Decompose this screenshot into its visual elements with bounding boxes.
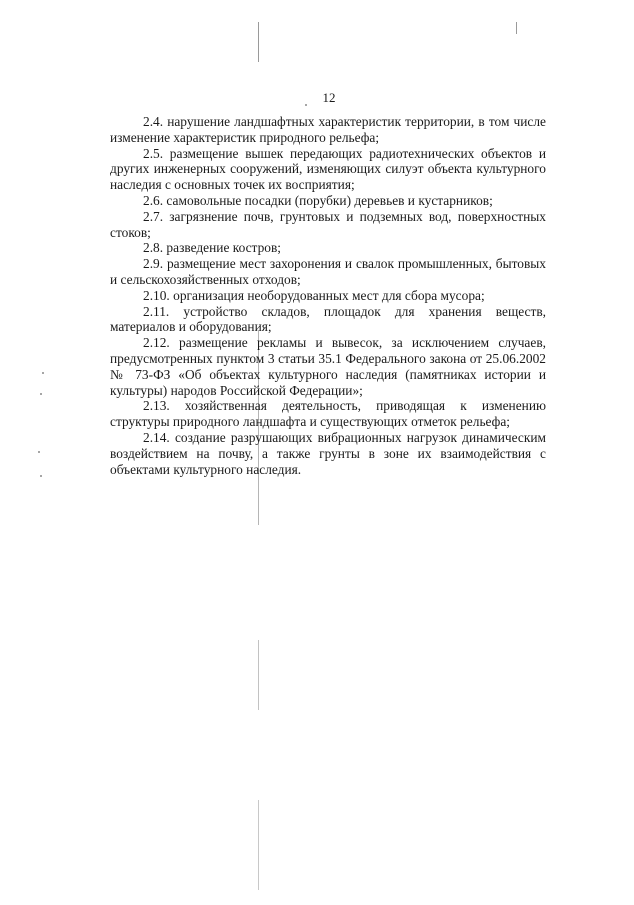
scan-artifact-line [516, 22, 517, 34]
scan-artifact-line [258, 22, 259, 62]
scan-artifact-line [258, 640, 259, 710]
scan-artifact-line [258, 800, 259, 890]
scan-artifact-dot [42, 372, 44, 374]
scan-artifact-dot [38, 451, 40, 453]
list-item: 2.4. нарушение ландшафтных характеристик территории, в том числе изменение характеристик природного рельефа; [110, 114, 546, 145]
list-item: 2.9. размещение мест захоронения и свалок промышленных, бытовых и сельскохозяйственных отходов; [110, 256, 546, 287]
list-item: 2.12. размещение рекламы и вывесок, за исключением случаев, предусмотренных пунктом 3 статьи 35.1 Федерального закона от 25.06.2002 № 73-ФЗ «Об объектах культурного наследия (памятниках истории и культуры) народов Российской Федерации»; [110, 335, 546, 398]
list-item: 2.6. самовольные посадки (порубки) деревьев и кустарников; [143, 192, 493, 208]
list-item: 2.7. загрязнение почв, грунтовых и подземных вод, поверхностных стоков; [110, 208, 546, 240]
page-number: 12 [322, 90, 336, 105]
scan-artifact-dot [40, 393, 42, 395]
list-item: 2.5. размещение вышек передающих радиотехнических объектов и других инженерных сооружений, изменяющих силуэт объекта культурного наследия с основных точек их восприятия; [110, 145, 546, 193]
document-body [110, 114, 546, 477]
scan-artifact-dot [40, 475, 42, 477]
list-item: 2.14. создание разрушающих вибрационных нагрузок динамическим воздействием на почву, а также грунты в зоне их взаимодействия с объектами культурного наследия. [110, 429, 546, 477]
list-item: 2.8. разведение костров; [143, 240, 281, 256]
list-item: 2.13. хозяйственная деятельность, приводящая к изменению структуры природного ландшафта и существующих отметок рельефа; [110, 398, 546, 430]
list-item: 2.10. организация необорудованных мест для сбора мусора; [143, 287, 485, 303]
list-item: 2.11. устройство складов, площадок для хранения веществ, материалов и оборудования; [110, 303, 546, 335]
